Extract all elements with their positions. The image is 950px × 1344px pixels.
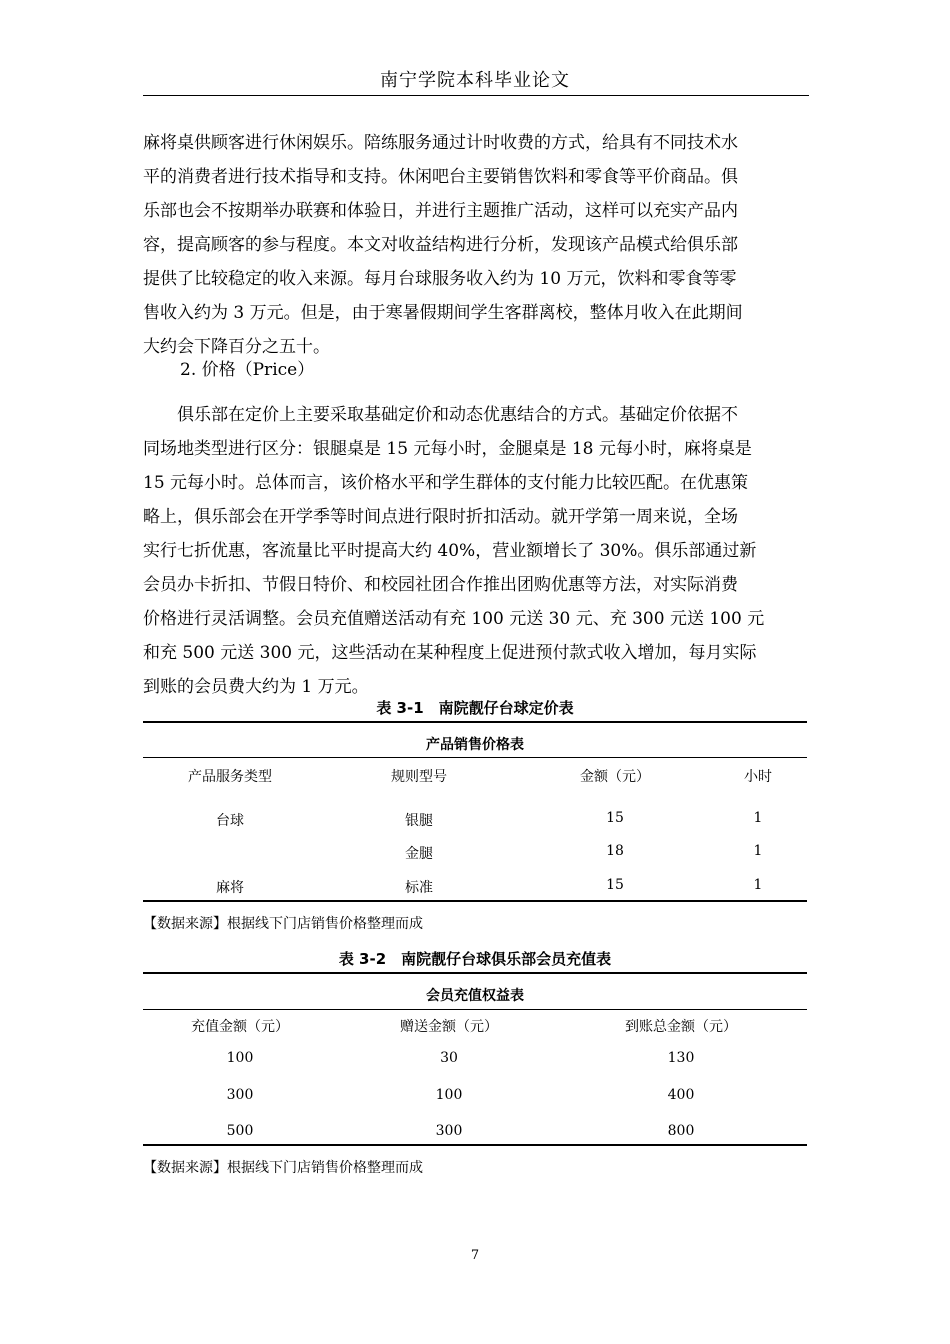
table2-cell: 100 [435, 1087, 463, 1103]
text-line: 售收入约为 3 万元。但是，由于寒暑假期间学生客群离校，整体月收入在此期间 [143, 303, 743, 323]
text-line: 平的消费者进行技术指导和支持。休闲吧台主要销售饮料和零食等平价商品。俱 [143, 167, 738, 187]
table2-cell: 130 [667, 1050, 695, 1066]
table2-caption: 表 3-2 南院靓仔台球俱乐部会员充值表 [338, 950, 612, 968]
table1-bottom-rule [143, 900, 807, 902]
table1-caption: 表 3-1 南院靓仔台球定价表 [376, 699, 574, 717]
table1-cell: 银腿 [405, 813, 433, 829]
text-line: 和充 500 元送 300 元，这些活动在某种程度上促进预付款式收入增加，每月实际 [143, 643, 757, 663]
table1-cell: 标准 [405, 880, 433, 896]
paragraph-product [143, 126, 809, 364]
table1-source-note: 【数据来源】根据线下门店销售价格整理而成 [143, 916, 423, 932]
text-line: 价格进行灵活调整。会员充值赠送活动有充 100 元送 30 元、充 300 元送 100 元 [143, 609, 765, 629]
header-rule [143, 95, 809, 96]
table2-cell: 400 [667, 1087, 695, 1103]
table1-header-cell: 规则型号 [391, 769, 447, 785]
table2-cell: 300 [435, 1123, 463, 1139]
table2-header-cell: 到账总金额（元） [625, 1019, 737, 1035]
table2-header-cell: 充值金额（元） [191, 1019, 289, 1035]
table1-top-rule [143, 721, 807, 723]
text-line: 麻将桌供顾客进行休闲娱乐。陪练服务通过计时收费的方式，给具有不同技术水 [143, 133, 738, 153]
table2-cell: 500 [226, 1123, 254, 1139]
table1-mid-rule [143, 757, 807, 758]
table1-cell: 台球 [216, 813, 244, 829]
table1-header-cell: 小时 [744, 769, 772, 785]
table1-cell: 1 [753, 877, 763, 893]
table1-header-cell: 金额（元） [580, 769, 650, 785]
table1-cell: 1 [753, 810, 763, 826]
table2-cell: 30 [440, 1050, 458, 1066]
table2-header-cell: 赠送金额（元） [400, 1019, 498, 1035]
text-line: 略上，俱乐部会在开学季等时间点进行限时折扣活动。就开学第一周来说，全场 [143, 507, 738, 527]
table1-header-cell: 产品服务类型 [188, 769, 272, 785]
table1-subtitle: 产品销售价格表 [426, 737, 524, 753]
page-number: 7 [470, 1248, 480, 1263]
table2-subtitle: 会员充值权益表 [426, 988, 524, 1004]
text-line: 乐部也会不按期举办联赛和体验日，并进行主题推广活动，这样可以充实产品内 [143, 201, 738, 221]
text-line: 实行七折优惠，客流量比平时提高大约 40%，营业额增长了 30%。俱乐部通过新 [143, 541, 757, 561]
table1-cell: 1 [753, 843, 763, 859]
table2-cell: 300 [226, 1087, 254, 1103]
table2-top-rule [143, 972, 807, 974]
text-line: 大约会下降百分之五十。 [143, 337, 330, 357]
table2-source-note: 【数据来源】根据线下门店销售价格整理而成 [143, 1160, 423, 1176]
table2-cell: 800 [667, 1123, 695, 1139]
table2-cell: 100 [226, 1050, 254, 1066]
table2-bottom-rule [143, 1144, 807, 1146]
paragraph-price [143, 398, 809, 704]
table1-cell: 18 [606, 843, 624, 859]
text-line: 提供了比较稳定的收入来源。每月台球服务收入约为 10 万元，饮料和零食等零 [143, 269, 737, 289]
text-line: 同场地类型进行区分：银腿桌是 15 元每小时，金腿桌是 18 元每小时，麻将桌是 [143, 439, 752, 459]
text-line: 俱乐部在定价上主要采取基础定价和动态优惠结合的方式。基础定价依据不 [143, 405, 738, 425]
text-line: 15 元每小时。总体而言，该价格水平和学生群体的支付能力比较匹配。在优惠策 [143, 473, 749, 493]
table1-cell: 15 [606, 877, 624, 893]
running-header: 南宁学院本科毕业论文 [380, 70, 570, 91]
table1-cell: 15 [606, 810, 624, 826]
table2-mid-rule [143, 1009, 807, 1010]
table1-cell: 金腿 [405, 846, 433, 862]
text-line: 容，提高顾客的参与程度。本文对收益结构进行分析，发现该产品模式给俱乐部 [143, 235, 738, 255]
section-heading: 2. 价格（Price） [180, 360, 315, 380]
text-line: 到账的会员费大约为 1 万元。 [143, 677, 369, 697]
text-line: 会员办卡折扣、节假日特价、和校园社团合作推出团购优惠等方法，对实际消费 [143, 575, 738, 595]
table1-cell: 麻将 [216, 880, 244, 896]
